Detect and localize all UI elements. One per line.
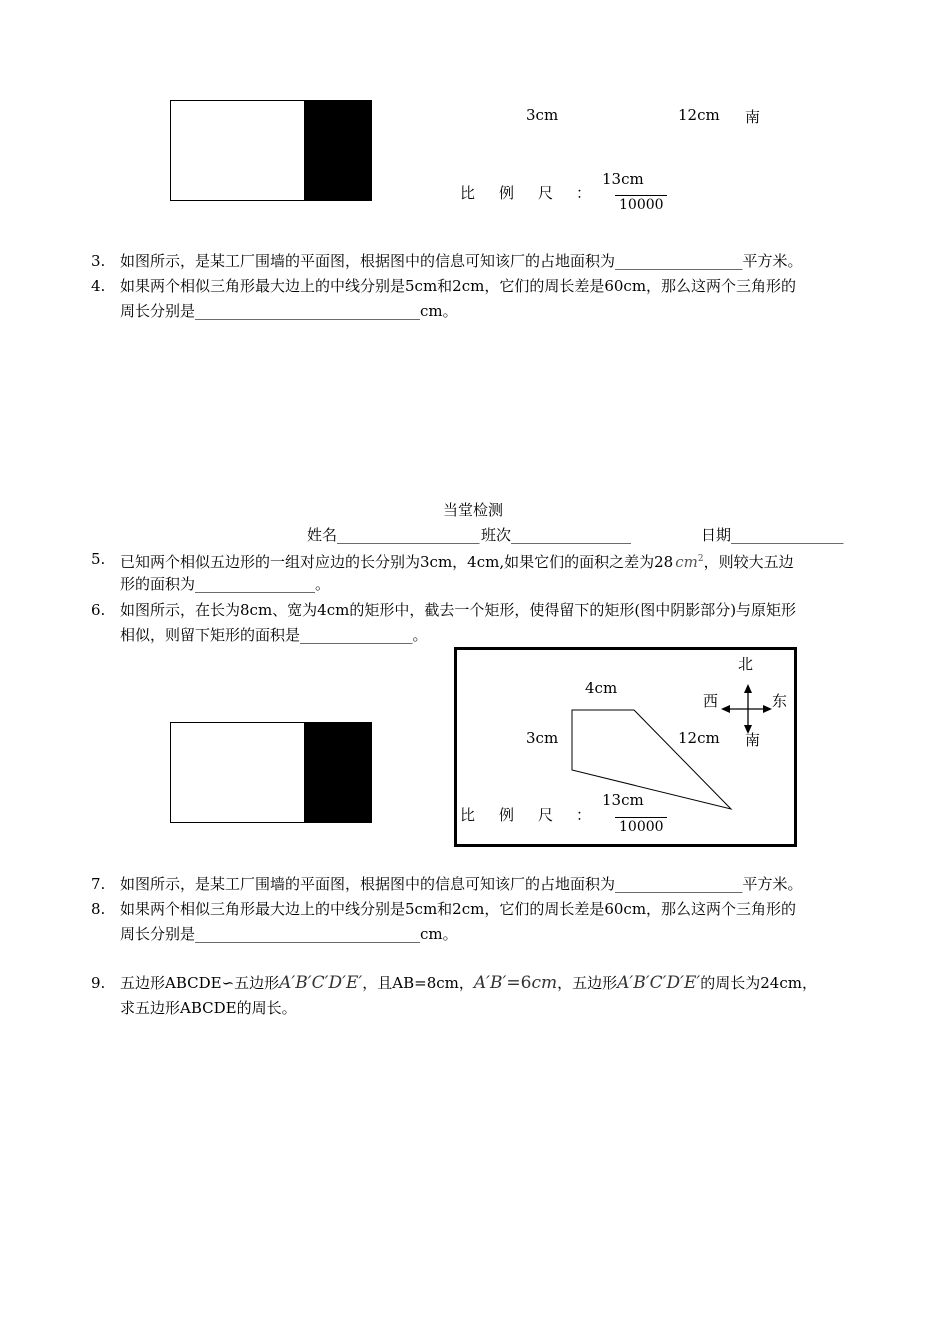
q7-number: 7. — [91, 875, 106, 893]
compass-south: 南 — [745, 731, 761, 749]
top-scale-char-3: 尺 — [538, 184, 554, 202]
top-label-13cm: 13cm — [602, 170, 644, 188]
date-field: 日期_______________ — [701, 526, 844, 544]
q5-line1-a: 已知两个相似五边形的一组对应边的长分别为3cm，4cm,如果它们的面积之差为28 — [120, 553, 674, 571]
q9-prime-pentagon-2: A′B′C′D′E′ — [617, 973, 701, 993]
section-title: 当堂检测 — [443, 501, 504, 519]
map-label-3cm: 3cm — [526, 729, 559, 747]
map-scale-char-2: 例 — [499, 806, 515, 824]
q3-number: 3. — [91, 252, 106, 270]
q3-text: 如图所示，是某工厂围墙的平面图，根据图中的信息可知该厂的占地面积为_________________平方米。 — [120, 252, 803, 270]
q4-line2: 周长分别是______________________________cm。 — [120, 302, 458, 320]
q9-prime-pentagon-1: A′B′C′D′E′ — [279, 973, 363, 993]
q4-number: 4. — [91, 277, 106, 295]
q5-line1-b: ，则较大五边 — [703, 553, 794, 571]
name-field: 姓名___________________ — [307, 526, 480, 544]
compass-arrows-icon — [721, 684, 772, 734]
top-label-south: 南 — [745, 108, 761, 126]
q9-line2: 求五边形ABCDE的周长。 — [120, 999, 297, 1017]
q5-number: 5. — [91, 550, 106, 568]
q9-line1 — [120, 972, 817, 994]
q6-line2: 相似，则留下矩形的面积是_______________。 — [120, 626, 428, 644]
q6-line1: 如图所示，在长为8cm、宽为4cm的矩形中，截去一个矩形，使得留下的矩形(图中阴影部分)与原矩形 — [120, 601, 797, 619]
q6-number: 6. — [91, 601, 106, 619]
q9-eq: =6 — [506, 973, 532, 993]
factory-wall-polygon — [572, 710, 731, 809]
compass-west: 西 — [703, 692, 719, 710]
map-label-12cm: 12cm — [678, 729, 720, 747]
top-scale-char-1: 比 — [460, 184, 476, 202]
map-scale-char-3: 尺 — [538, 806, 554, 824]
q5-line2: 形的面积为________________。 — [120, 575, 331, 593]
top-label-12cm: 12cm — [678, 106, 720, 124]
q9-number: 9. — [91, 974, 106, 992]
compass-north: 北 — [738, 655, 754, 673]
q5-unit-sup: 2 — [697, 554, 704, 564]
map-label-4cm: 4cm — [585, 679, 618, 697]
class-field: 班次________________ — [481, 526, 632, 544]
q9-part-d: 的周长为24cm， — [700, 974, 817, 992]
map-scale-char-1: 比 — [460, 806, 476, 824]
map-label-13cm: 13cm — [602, 791, 644, 809]
map-scale-char-4: ： — [576, 806, 592, 824]
q9-part-b: ，且AB=8cm， — [362, 974, 474, 992]
q9-part-c: ，五边形 — [557, 974, 618, 992]
q4-line1: 如果两个相似三角形最大边上的中线分别是5cm和2cm，它们的周长差是60cm，那么这两个三角形的 — [120, 277, 797, 295]
map-scale-fraction-bar — [615, 817, 667, 818]
top-scale-denominator: 10000 — [619, 197, 664, 213]
q7-text: 如图所示，是某工厂围墙的平面图，根据图中的信息可知该厂的占地面积为_________________平方米。 — [120, 875, 803, 893]
q9-part-a: 五边形ABCDE∽五边形 — [120, 974, 280, 992]
top-scale-char-2: 例 — [499, 184, 515, 202]
q9-ab-prime: A′B′ — [473, 973, 507, 993]
q5-unit: cm — [675, 553, 698, 571]
map-scale-denominator: 10000 — [619, 819, 664, 835]
q8-line2: 周长分别是______________________________cm。 — [120, 925, 458, 943]
q9-cm: cm — [531, 973, 558, 993]
top-label-3cm: 3cm — [526, 106, 559, 124]
top-scale-char-4: ： — [576, 184, 592, 202]
q8-line1: 如果两个相似三角形最大边上的中线分别是5cm和2cm，它们的周长差是60cm，那么这两个三角形的 — [120, 900, 797, 918]
q8-number: 8. — [91, 900, 106, 918]
compass-east: 东 — [772, 692, 788, 710]
